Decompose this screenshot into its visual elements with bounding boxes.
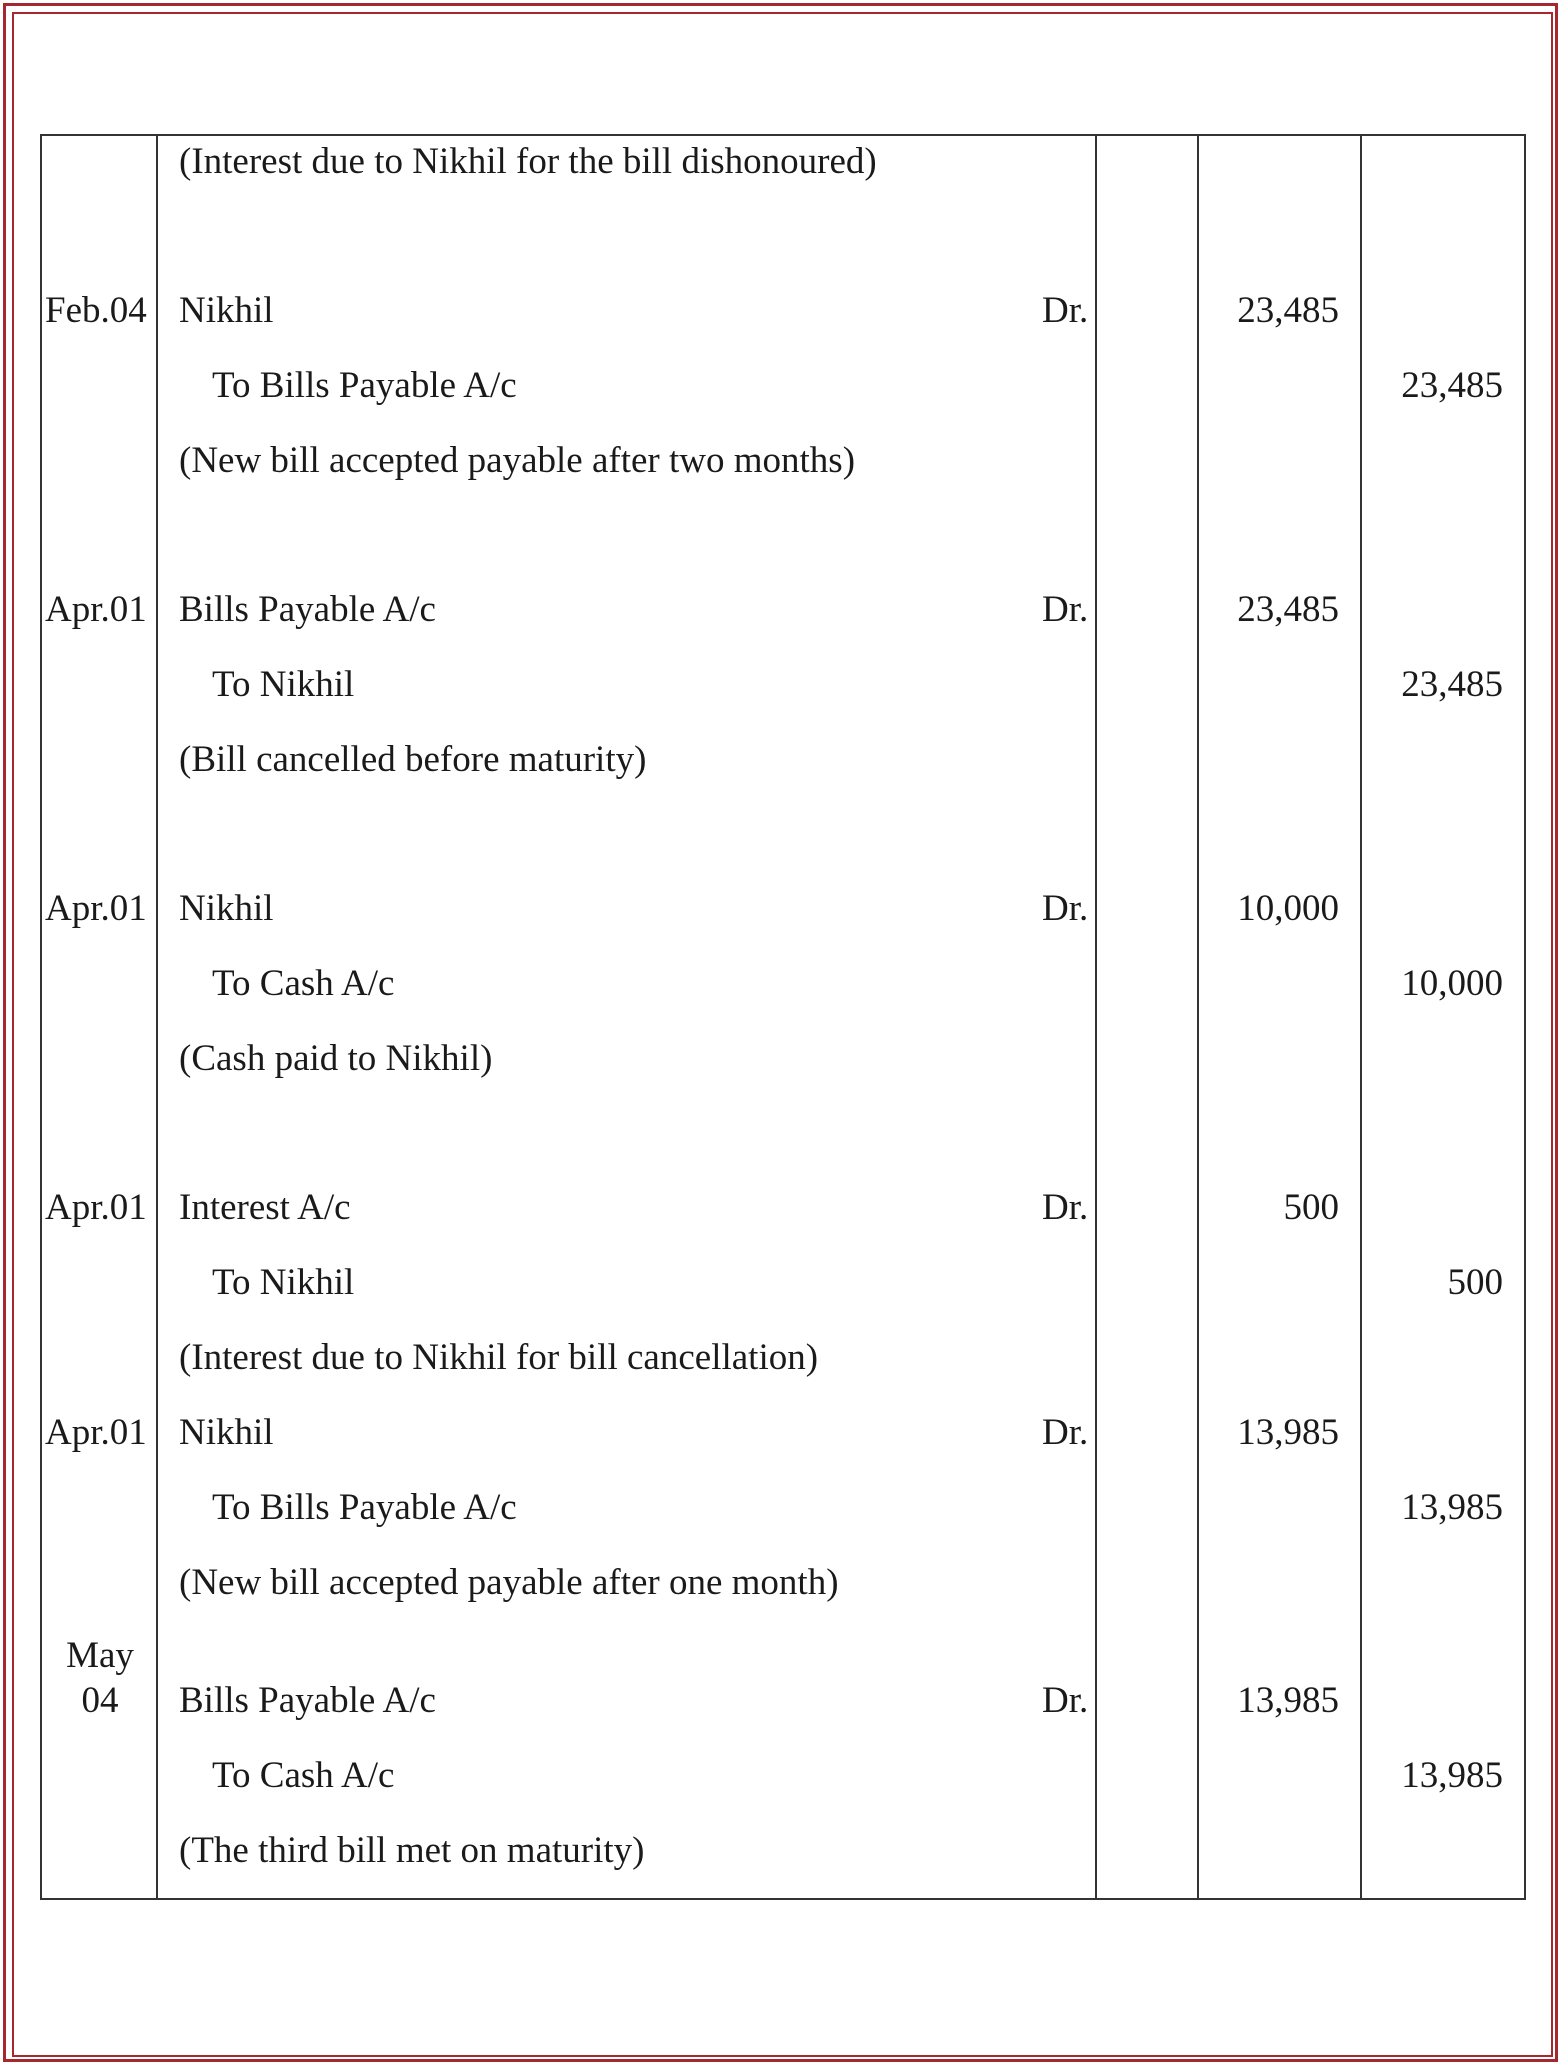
debit-account: Bills Payable A/c (179, 1680, 436, 1721)
credit-account: To Nikhil (212, 1262, 355, 1303)
debit-column-divider (1360, 134, 1362, 1900)
dr-label: Dr. (1042, 888, 1089, 929)
debit-amount: 500 (1283, 1187, 1339, 1228)
narration-text: (Interest due to Nikhil for bill cancellation) (179, 1337, 819, 1378)
debit-amount: 23,485 (1237, 589, 1339, 630)
entry-date-month: May (66, 1635, 134, 1676)
dr-label: Dr. (1042, 290, 1089, 331)
narration-text: (The third bill met on maturity) (179, 1830, 645, 1871)
credit-account: To Cash A/c (212, 1755, 395, 1796)
particulars-column-divider (1095, 134, 1097, 1900)
credit-amount: 23,485 (1401, 365, 1503, 406)
entry-date: Apr.01 (45, 888, 147, 929)
entry-date: Apr.01 (45, 1412, 147, 1453)
credit-amount: 23,485 (1401, 664, 1503, 705)
entry-date: Apr.01 (45, 589, 147, 630)
credit-amount: 10,000 (1401, 963, 1503, 1004)
narration-text: (Cash paid to Nikhil) (179, 1038, 493, 1079)
dr-label: Dr. (1042, 1187, 1089, 1228)
entry-date: Feb.04 (45, 290, 147, 331)
debit-amount: 13,985 (1237, 1412, 1339, 1453)
credit-account: To Bills Payable A/c (212, 1487, 517, 1528)
entry-date: Apr.01 (45, 1187, 147, 1228)
debit-amount: 13,985 (1237, 1680, 1339, 1721)
narration-text: (New bill accepted payable after two months) (179, 440, 856, 481)
debit-account: Nikhil (179, 290, 274, 331)
narration-text: (Bill cancelled before maturity) (179, 739, 647, 780)
debit-account: Nikhil (179, 888, 274, 929)
dr-label: Dr. (1042, 1680, 1089, 1721)
debit-amount: 23,485 (1237, 290, 1339, 331)
credit-account: To Bills Payable A/c (212, 365, 517, 406)
date-column-divider (156, 134, 158, 1900)
credit-account: To Cash A/c (212, 963, 395, 1004)
debit-account: Interest A/c (179, 1187, 351, 1228)
dr-label: Dr. (1042, 1412, 1089, 1453)
dr-label: Dr. (1042, 589, 1089, 630)
debit-account: Nikhil (179, 1412, 274, 1453)
debit-amount: 10,000 (1237, 888, 1339, 929)
debit-account: Bills Payable A/c (179, 589, 436, 630)
credit-account: To Nikhil (212, 664, 355, 705)
credit-amount: 13,985 (1401, 1487, 1503, 1528)
credit-amount: 13,985 (1401, 1755, 1503, 1796)
lf-column-divider (1197, 134, 1199, 1900)
narration-text: (Interest due to Nikhil for the bill dishonoured) (179, 141, 877, 182)
credit-amount: 500 (1447, 1262, 1503, 1303)
entry-date-day: 04 (81, 1680, 119, 1721)
narration-text: (New bill accepted payable after one month) (179, 1562, 839, 1603)
